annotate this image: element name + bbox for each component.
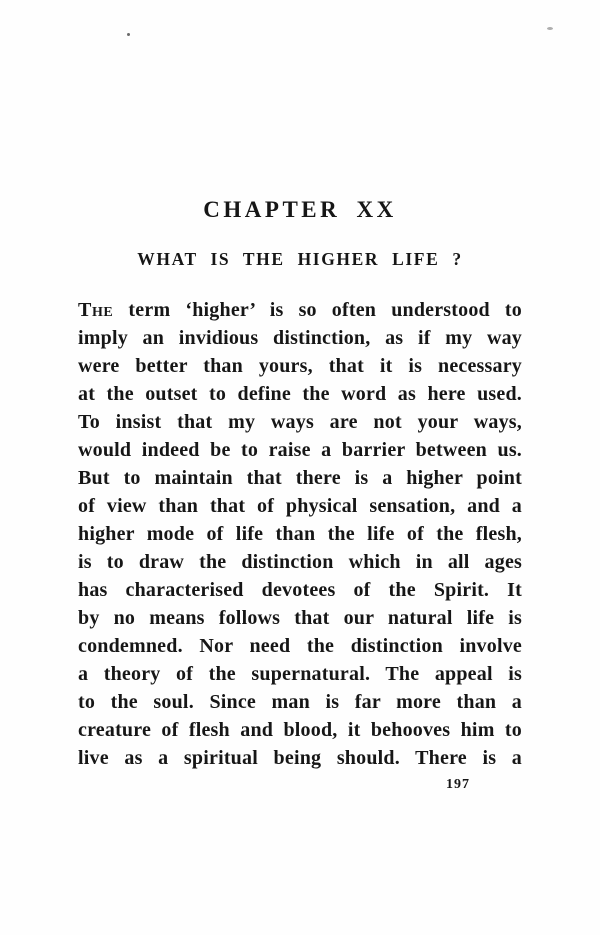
chapter-title: CHAPTER XX [203, 197, 397, 222]
text-line: creature of flesh and blood, it behooves him to [78, 719, 522, 741]
text-line: is to draw the distinction which in all ages [78, 551, 522, 573]
text-line: would indeed be to raise a barrier between us. [78, 439, 522, 461]
text-line: The term ‘higher’ is so often understood to [78, 299, 522, 321]
text-line: To insist that my ways are not your ways, [78, 411, 522, 433]
text-line: at the outset to define the word as here used. [78, 383, 522, 405]
text-line: a theory of the supernatural. The appeal is [78, 663, 522, 685]
text-line: has characterised devotees of the Spirit. It [78, 579, 522, 601]
text-line: were better than yours, that it is necessary [78, 355, 522, 377]
lead-word-small-caps: The [78, 299, 114, 321]
text-line: to the soul. Since man is far more than a [78, 691, 522, 713]
text-line: imply an invidious distinction, as if my way [78, 327, 522, 349]
text-line: live as a spiritual being should. There is a [78, 747, 522, 769]
page-number: 197 [446, 777, 470, 792]
text-line: by no means follows that our natural life is [78, 607, 522, 629]
text-line: condemned. Nor need the distinction involve [78, 635, 522, 657]
scan-speck [547, 27, 553, 30]
text-line: of view than that of physical sensation, and a [78, 495, 522, 517]
scan-speck [127, 33, 130, 36]
text-line: higher mode of life than the life of the flesh, [78, 523, 522, 545]
section-title: WHAT IS THE HIGHER LIFE ? [137, 249, 463, 269]
paragraph [78, 296, 522, 772]
text-line: But to maintain that there is a higher point [78, 467, 522, 489]
